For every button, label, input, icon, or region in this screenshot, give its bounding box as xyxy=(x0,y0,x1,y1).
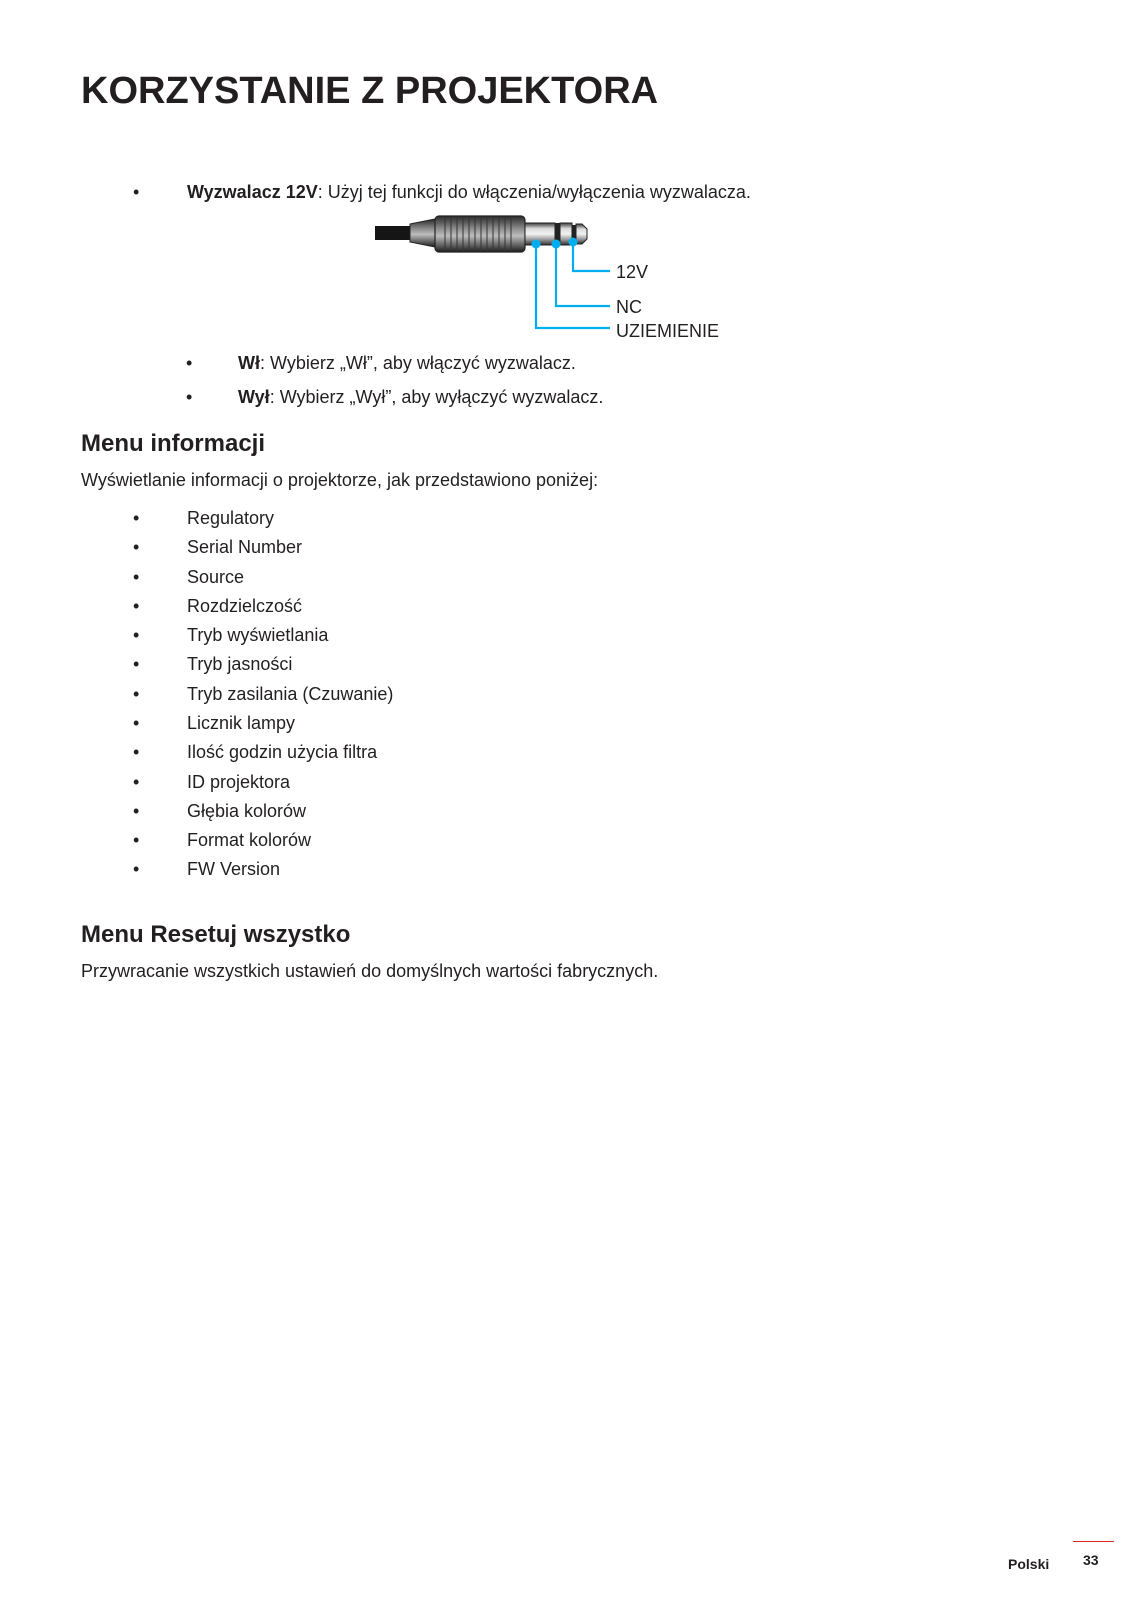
list-item: Tryb zasilania (Czuwanie) xyxy=(187,684,394,704)
bullet-icon: • xyxy=(133,713,140,733)
trigger-description-row xyxy=(187,181,751,203)
list-item: Ilość godzin użycia filtra xyxy=(187,742,378,762)
jack-strain-relief xyxy=(410,219,435,247)
list-item: FW Version xyxy=(187,859,281,879)
bullet-icon: • xyxy=(133,567,140,587)
bullet-icon: • xyxy=(133,537,140,557)
jack-sleeve xyxy=(525,223,555,245)
option-description: : Wybierz „Wył”, aby wyłączyć wyzwalacz. xyxy=(269,387,604,407)
list-item: Regulatory xyxy=(187,508,275,528)
list-item: Głębia kolorów xyxy=(187,801,307,821)
bullet-icon: • xyxy=(133,742,140,762)
option-label: Wł xyxy=(238,353,260,373)
list-item: Tryb wyświetlania xyxy=(187,625,329,645)
trigger-label: Wyzwalacz 12V xyxy=(187,182,318,202)
list-item: Serial Number xyxy=(187,537,303,557)
list-item: Source xyxy=(187,567,245,587)
reset-menu-text: Przywracanie wszystkich ustawień do domyślnych wartości fabrycznych. xyxy=(81,961,659,981)
trigger-description: : Użyj tej funkcji do włączenia/wyłączenia wyzwalacza. xyxy=(317,182,751,202)
footer-rule xyxy=(1073,1541,1114,1542)
info-menu-intro: Wyświetlanie informacji o projektorze, jak przedstawiono poniżej: xyxy=(81,470,599,490)
list-item: Format kolorów xyxy=(187,830,312,850)
bullet-icon: • xyxy=(186,387,193,407)
option-description: : Wybierz „Wł”, aby włączyć wyzwalacz. xyxy=(260,353,576,373)
bullet-icon: • xyxy=(133,625,140,645)
bullet-icon: • xyxy=(186,353,193,373)
diagram-label-ground: UZIEMIENIE xyxy=(616,321,720,341)
trigger-option-on xyxy=(238,352,576,374)
footer-language: Polski xyxy=(1008,1556,1050,1572)
bullet-icon: • xyxy=(133,508,140,528)
bullet-icon: • xyxy=(133,596,140,616)
diagram-label-nc: NC xyxy=(616,297,642,317)
jack-cable xyxy=(375,226,410,240)
page-title: KORZYSTANIE Z PROJEKTORA xyxy=(81,70,659,112)
bullet-icon: • xyxy=(133,830,140,850)
list-item: Licznik lampy xyxy=(187,713,296,733)
diagram-label-12v: 12V xyxy=(616,262,649,282)
trigger-option-off xyxy=(238,386,603,408)
option-label: Wył xyxy=(238,387,270,407)
reset-menu-heading: Menu Resetuj wszystko xyxy=(81,921,351,948)
bullet-icon: • xyxy=(133,801,140,821)
info-menu-heading: Menu informacji xyxy=(81,430,266,457)
bullet-icon: • xyxy=(133,684,140,704)
list-item: ID projektora xyxy=(187,772,291,792)
bullet-icon: • xyxy=(133,772,140,792)
page-number: 33 xyxy=(1083,1552,1099,1568)
bullet-icon: • xyxy=(133,654,140,674)
list-item: Tryb jasności xyxy=(187,654,293,674)
jack-tip xyxy=(576,224,587,244)
list-item: Rozdzielczość xyxy=(187,596,303,616)
bullet-icon: • xyxy=(133,859,140,879)
bullet-icon: • xyxy=(133,182,140,202)
